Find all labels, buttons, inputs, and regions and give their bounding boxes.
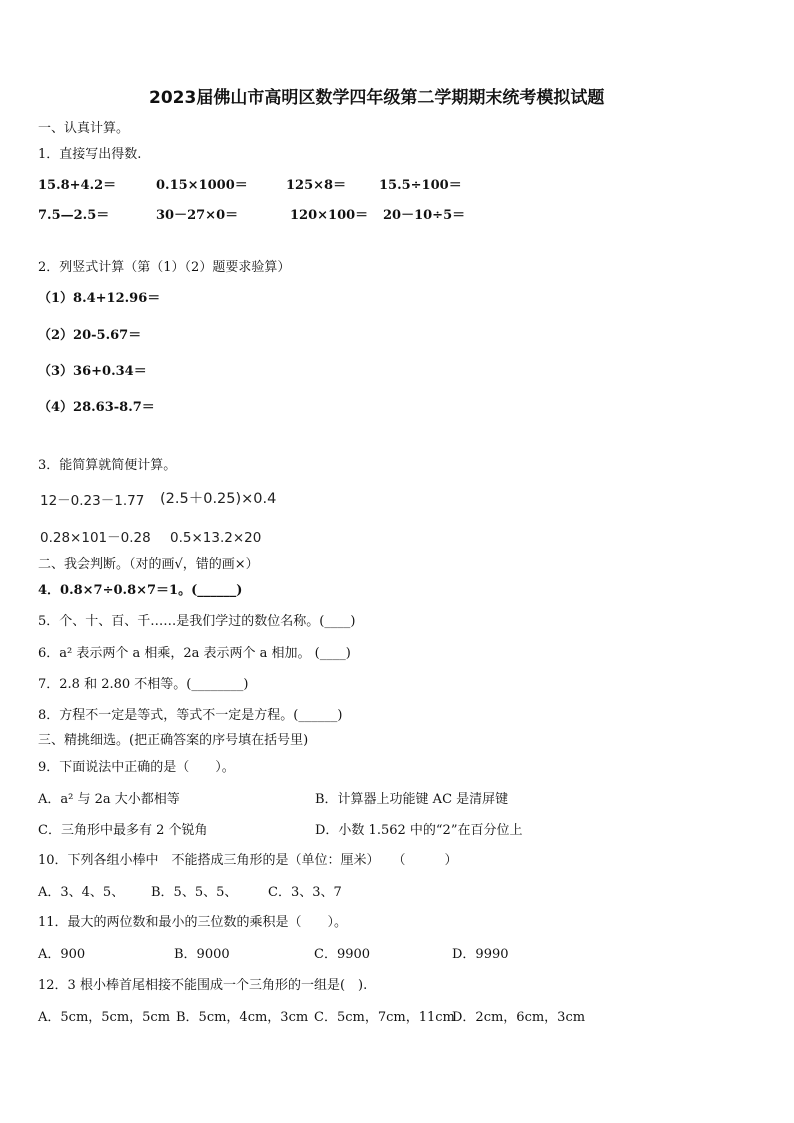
q2-item-1: （1）8.4+12.96＝ bbox=[38, 291, 161, 306]
q10-option-c: C．3、3、7 bbox=[268, 885, 342, 900]
q12-option-d: D．2cm，6cm，3cm bbox=[452, 1010, 586, 1025]
q3-r2-c2: 0.5×13.2×20 bbox=[170, 530, 262, 546]
judge-4: 4．0.8×7÷0.8×7＝1。(______) bbox=[38, 583, 243, 598]
q1-r2-c1: 7.5—2.5＝ bbox=[38, 208, 110, 223]
judge-8: 8．方程不一定是等式，等式不一定是方程。(______) bbox=[38, 708, 343, 723]
q12-option-b: B．5cm，4cm，3cm bbox=[176, 1010, 309, 1025]
judge-5: 5．个、十、百、千……是我们学过的数位名称。(____) bbox=[38, 614, 356, 629]
q10-option-b: B．5、5、5、 bbox=[151, 885, 238, 900]
q2-label: 2．列竖式计算（第（1）（2）题要求验算） bbox=[38, 260, 291, 275]
q2-item-3: （3）36+0.34＝ bbox=[38, 364, 147, 379]
section-3-heading: 三、精挑细选。(把正确答案的序号填在括号里) bbox=[38, 733, 309, 748]
q10-option-a: A．3、4、5、 bbox=[38, 885, 125, 900]
q1-label: 1．直接写出得数. bbox=[38, 147, 142, 162]
q1-r1-c2: 0.15×1000＝ bbox=[156, 178, 248, 193]
q1-r2-c4: 20－10÷5＝ bbox=[383, 208, 466, 223]
q1-r1-c3: 125×8＝ bbox=[286, 178, 347, 193]
q9-option-b: B．计算器上功能键 AC 是清屏键 bbox=[315, 792, 509, 807]
q3-r2-c1: 0.28×101－0.28 bbox=[40, 530, 151, 546]
q11-option-d: D．9990 bbox=[452, 947, 509, 962]
q3-label: 3．能简算就简便计算。 bbox=[38, 458, 177, 473]
q11-stem: 11．最大的两位数和最小的三位数的乘积是（ ）。 bbox=[38, 915, 348, 930]
q9-option-d: D．小数 1.562 中的“2”在百分位上 bbox=[315, 823, 523, 838]
q9-stem: 9．下面说法中正确的是（ ）。 bbox=[38, 760, 235, 775]
q3-r1-c1: 12－0.23－1.77 bbox=[40, 493, 145, 509]
q1-r1-c4: 15.5÷100＝ bbox=[379, 178, 462, 193]
q11-option-c: C．9900 bbox=[314, 947, 371, 962]
page-title: 2023届佛山市高明区数学四年级第二学期期末统考模拟试题 bbox=[149, 88, 605, 108]
q10-stem: 10．下列各组小棒中 不能搭成三角形的是（单位：厘米） （ ） bbox=[38, 853, 458, 868]
q9-option-a: A．a² 与 2a 大小都相等 bbox=[38, 792, 180, 807]
q1-r2-c3: 120×100＝ bbox=[290, 208, 369, 223]
q11-option-a: A．900 bbox=[38, 947, 86, 962]
q1-r2-c2: 30－27×0＝ bbox=[156, 208, 239, 223]
q1-r1-c1: 15.8+4.2＝ bbox=[38, 178, 117, 193]
section-2-heading: 二、我会判断。（对的画√，错的画×） bbox=[38, 557, 259, 572]
q3-r1-c2: (2.5＋0.25)×0.4 bbox=[160, 491, 277, 507]
q2-item-4: （4）28.63-8.7＝ bbox=[38, 400, 155, 415]
q9-option-c: C．三角形中最多有 2 个锐角 bbox=[38, 823, 208, 838]
q12-option-c: C．5cm，7cm，11cm bbox=[314, 1010, 455, 1025]
judge-6: 6．a² 表示两个 a 相乘，2a 表示两个 a 相加。 (____) bbox=[38, 646, 351, 661]
q11-option-b: B．9000 bbox=[174, 947, 230, 962]
q2-item-2: （2）20-5.67＝ bbox=[38, 328, 142, 343]
q12-option-a: A．5cm，5cm，5cm bbox=[38, 1010, 171, 1025]
section-1-heading: 一、认真计算。 bbox=[38, 121, 130, 136]
q12-stem: 12．3 根小棒首尾相接不能围成一个三角形的一组是( ). bbox=[38, 978, 368, 993]
judge-7: 7．2.8 和 2.80 不相等。(________) bbox=[38, 677, 249, 692]
